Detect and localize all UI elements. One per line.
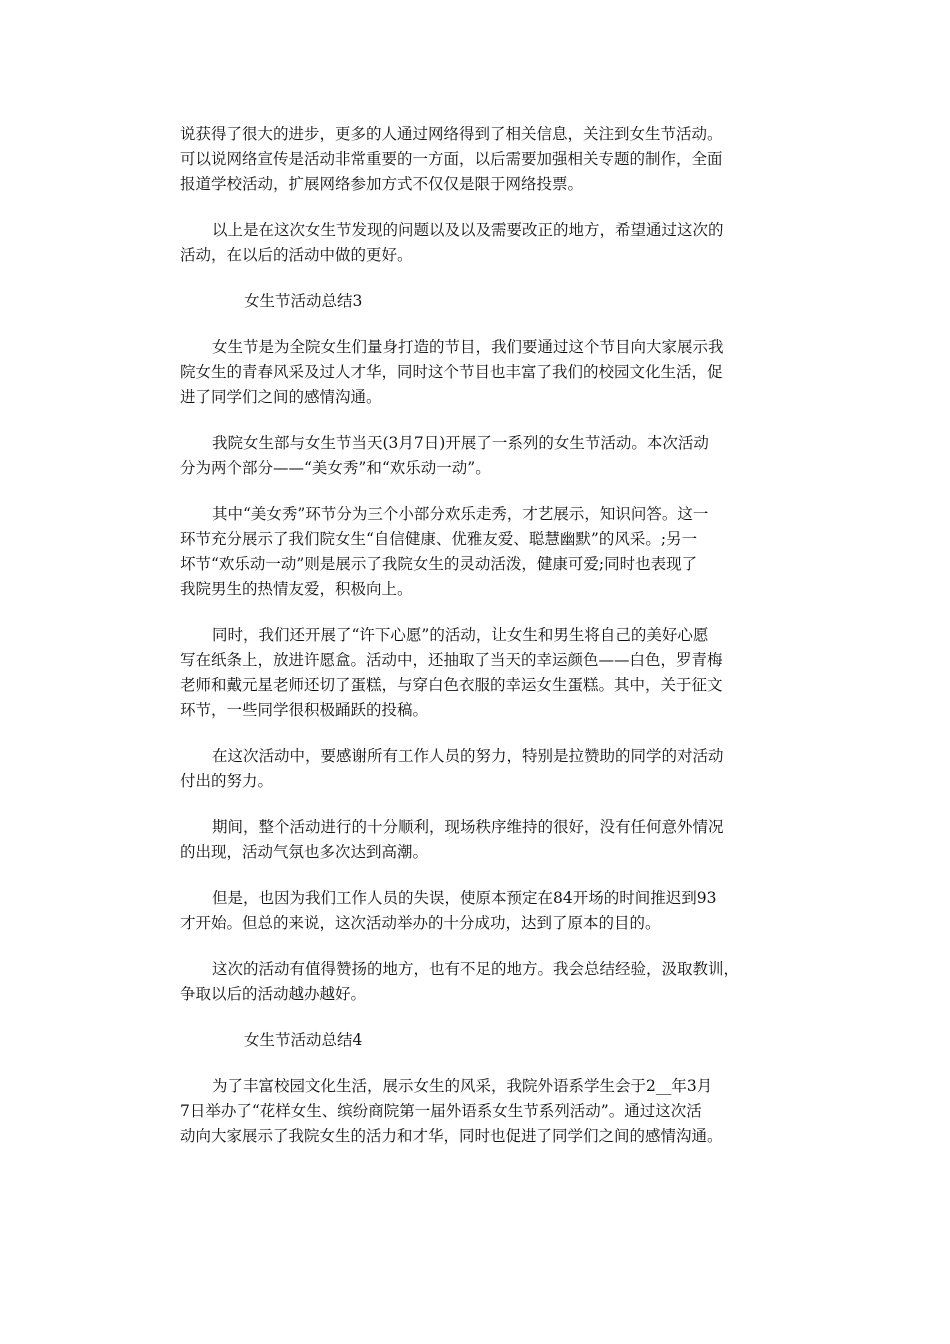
text-line: 报道学校活动，扩展网络参加方式不仅仅是限于网络投票。 bbox=[180, 175, 584, 193]
text-line: 女生节活动总结3 bbox=[244, 292, 363, 310]
text-line: 争取以后的活动越办越好。 bbox=[180, 985, 367, 1003]
body-paragraph bbox=[180, 1074, 778, 1149]
document-page bbox=[180, 122, 778, 1170]
body-paragraph bbox=[180, 623, 778, 723]
text-line: 我院男生的热情友爱，积极向上。 bbox=[180, 580, 413, 598]
text-line: 动向大家展示了我院女生的活力和才华，同时也促进了同学们之间的感情沟通。 bbox=[180, 1127, 723, 1145]
text-line: 分为两个部分——“美女秀”和“欢乐动一动”。 bbox=[180, 459, 491, 477]
body-paragraph bbox=[180, 886, 778, 936]
text-line: 7日举办了“花样女生、缤纷商院第一届外语系女生节系列活动”。通过这次活 bbox=[180, 1102, 702, 1120]
text-line: 我院女生部与女生节当天(3月7日)开展了一系列的女生节活动。本次活动 bbox=[212, 434, 709, 452]
body-paragraph bbox=[180, 335, 778, 410]
text-line: 进了同学们之间的感情沟通。 bbox=[180, 388, 382, 406]
text-line: 的出现，活动气氛也多次达到高潮。 bbox=[180, 843, 429, 861]
text-line: 女生节是为全院女生们量身打造的节目，我们要通过这个节目向大家展示我 bbox=[212, 338, 724, 356]
section-heading bbox=[180, 289, 778, 314]
body-paragraph bbox=[180, 122, 778, 197]
text-line: 女生节活动总结4 bbox=[244, 1031, 363, 1049]
text-line: 在这次活动中，要感谢所有工作人员的努力，特别是拉赞助的同学的对活动 bbox=[212, 747, 724, 765]
text-line: 才开始。但总的来说，这次活动举办的十分成功，达到了原本的目的。 bbox=[180, 914, 661, 932]
text-line: 以上是在这次女生节发现的问题以及以及需要改正的地方，希望通过这次的 bbox=[212, 221, 724, 239]
text-line: 写在纸条上，放进许愿盒。活动中，还抽取了当天的幸运颜色——白色，罗青梅 bbox=[180, 651, 723, 669]
body-paragraph bbox=[180, 431, 778, 481]
text-line: 为了丰富校园文化生活，展示女生的风采，我院外语系学生会于2__年3月 bbox=[212, 1077, 713, 1095]
text-line: 这次的活动有值得赞扬的地方，也有不足的地方。我会总结经验，汲取教训， bbox=[212, 960, 740, 978]
text-line: 院女生的青春风采及过人才华，同时这个节目也丰富了我们的校园文化生活，促 bbox=[180, 363, 723, 381]
text-line: 环节，一些同学很积极踊跃的投稿。 bbox=[180, 701, 429, 719]
body-paragraph bbox=[180, 502, 778, 602]
text-line: 但是，也因为我们工作人员的失误，使原本预定在84开场的时间推迟到93 bbox=[212, 889, 717, 907]
section-heading bbox=[180, 1028, 778, 1053]
text-line: 活动，在以后的活动中做的更好。 bbox=[180, 246, 413, 264]
body-paragraph bbox=[180, 957, 778, 1007]
text-line: 其中“美女秀”环节分为三个小部分欢乐走秀，才艺展示，知识问答。这一 bbox=[212, 505, 709, 523]
text-line: 说获得了很大的进步，更多的人通过网络得到了相关信息，关注到女生节活动。 bbox=[180, 125, 723, 143]
text-line: 可以说网络宣传是活动非常重要的一方面，以后需要加强相关专题的制作，全面 bbox=[180, 150, 723, 168]
text-line: 期间，整个活动进行的十分顺利，现场秩序维持的很好，没有任何意外情况 bbox=[212, 818, 724, 836]
text-line: 坏节“欢乐动一动”则是展示了我院女生的灵动活泼，健康可爱;同时也表现了 bbox=[180, 555, 698, 573]
body-paragraph bbox=[180, 218, 778, 268]
text-line: 同时，我们还开展了“许下心愿”的活动，让女生和男生将自己的美好心愿 bbox=[212, 626, 709, 644]
text-line: 环节充分展示了我们院女生“自信健康、优雅友爱、聪慧幽默”的风采。;另一 bbox=[180, 530, 698, 548]
body-paragraph bbox=[180, 744, 778, 794]
body-paragraph bbox=[180, 815, 778, 865]
text-line: 付出的努力。 bbox=[180, 772, 274, 790]
text-line: 老师和戴元星老师还切了蛋糕，与穿白色衣服的幸运女生蛋糕。其中，关于征文 bbox=[180, 676, 723, 694]
